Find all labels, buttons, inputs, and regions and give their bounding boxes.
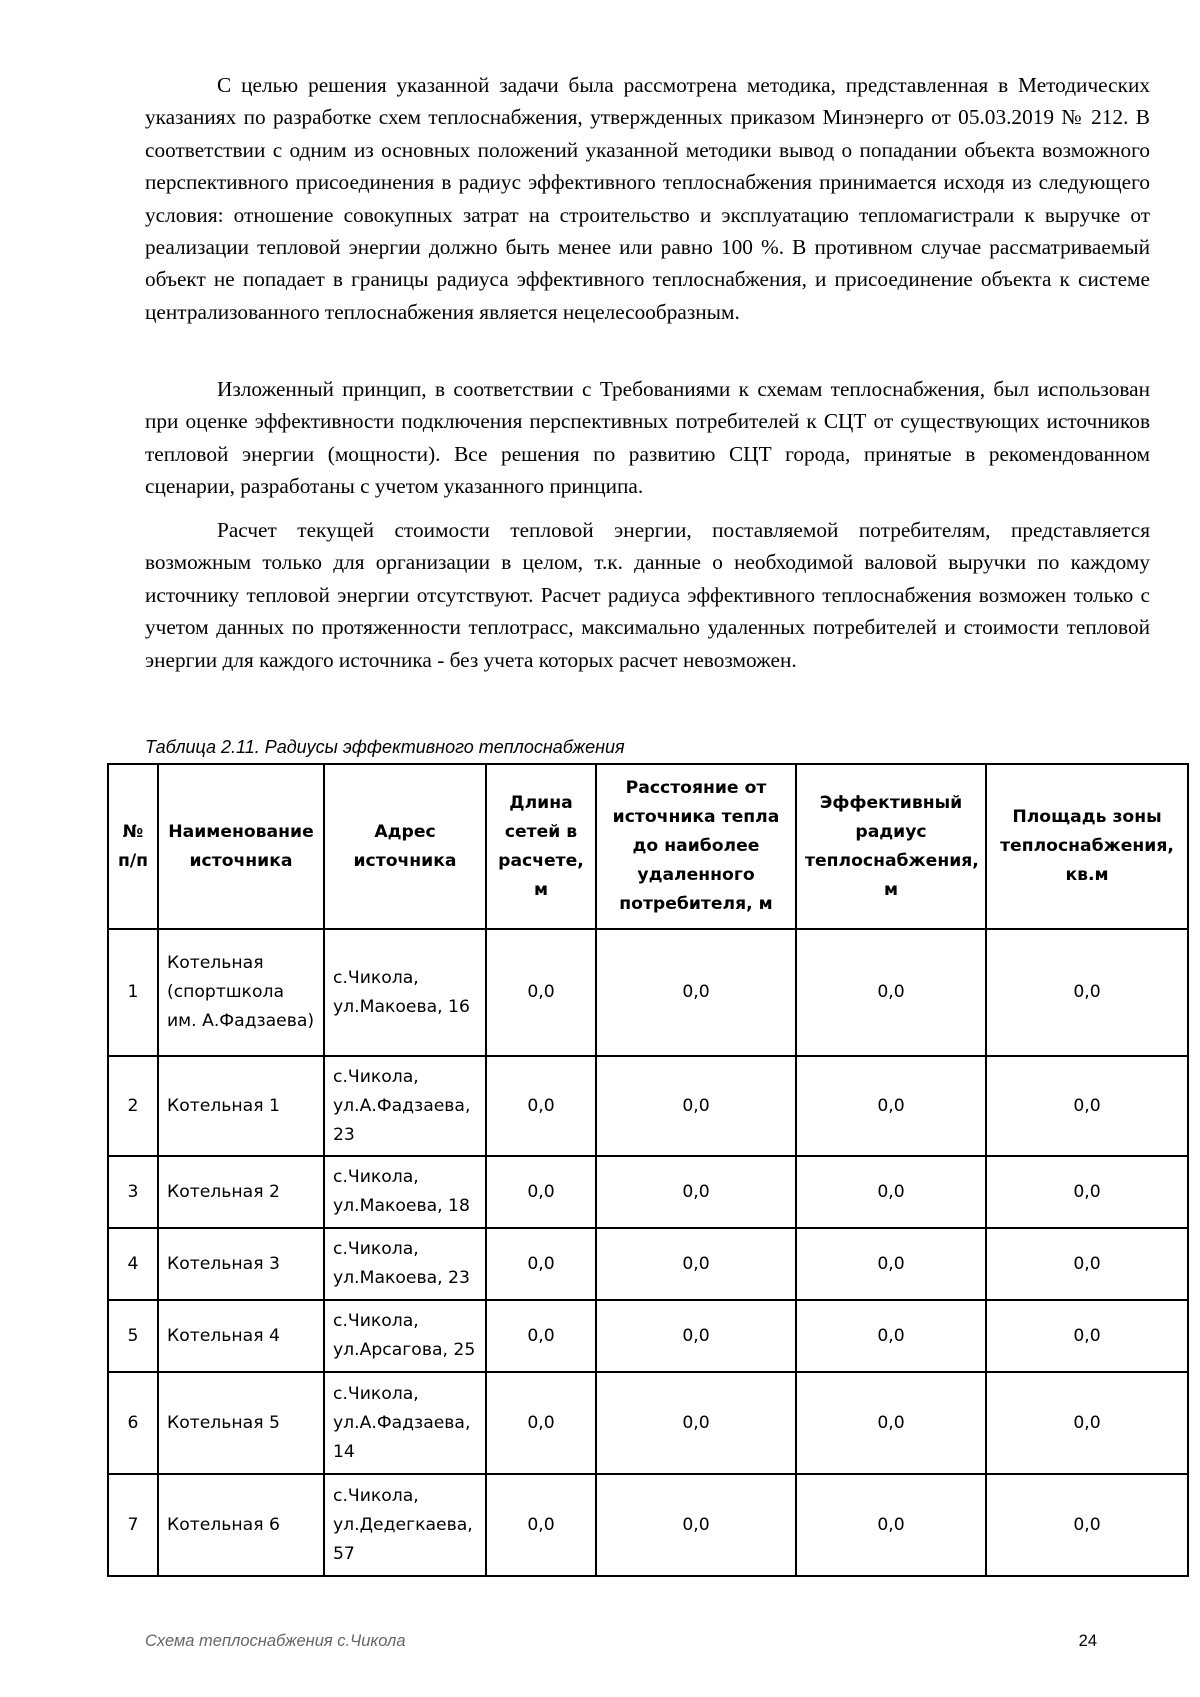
- cell-max-distance: 0,0: [596, 1228, 796, 1300]
- header-source-address: Адрес источника: [324, 764, 486, 929]
- header-max-distance: Расстояние от источника тепла до наиболее удаленного потребителя, м: [596, 764, 796, 929]
- cell-zone-area: 0,0: [986, 929, 1188, 1056]
- paragraph-calculation: Расчет текущей стоимости тепловой энергии, поставляемой потребителям, представляется возможным только для организации в целом, т.к. данные о необходимой валовой выручки по каждому источнику тепловой энергии отсутствуют. Расчет радиуса эффективного теплоснабжения возможен только с учетом данных по протяженности теплотрасс, максимально удаленных потребителей и стоимости тепловой энергии для каждого источника - без учета которых расчет невозможен.: [145, 518, 1150, 672]
- header-source-name: Наименование источника: [158, 764, 324, 929]
- cell-number: 4: [108, 1228, 158, 1300]
- header-effective-radius: Эффективный радиус теплоснабжения, м: [796, 764, 986, 929]
- cell-source-address: с.Чикола, ул.Макоева, 16: [324, 929, 486, 1056]
- cell-network-length: 0,0: [486, 1228, 596, 1300]
- cell-max-distance: 0,0: [596, 1474, 796, 1576]
- cell-source-name: Котельная 6: [158, 1474, 324, 1576]
- cell-source-address: с.Чикола, ул.Макоева, 23: [324, 1228, 486, 1300]
- cell-source-address: с.Чикола, ул.Дедегкаева, 57: [324, 1474, 486, 1576]
- cell-effective-radius: 0,0: [796, 1156, 986, 1228]
- header-network-length: Длина сетей в расчете, м: [486, 764, 596, 929]
- cell-source-name: Котельная 1: [158, 1056, 324, 1156]
- cell-source-name: Котельная 5: [158, 1372, 324, 1474]
- cell-max-distance: 0,0: [596, 1156, 796, 1228]
- paragraph-methodology: С целью решения указанной задачи была рассмотрена методика, представленная в Методических указаниях по разработке схем теплоснабжения, утвержденных приказом Минэнерго от 05.03.2019 № 212. В соответствии с одним из основных положений указанной методики вывод о попадании объекта возможного перспективного присоединения в радиус эффективного теплоснабжения принимается исходя из следующего условия: отношение совокупных затрат на строительство и эксплуатацию тепломагистрали к выручке от реализации тепловой энергии должно быть менее или равно 100 %. В противном случае рассматриваемый объект не попадает в границы радиуса эффективного теплоснабжения, и присоединение объекта к системе централизованного теплоснабжения является нецелесообразным.: [145, 73, 1150, 324]
- table-row: [108, 929, 1188, 1056]
- cell-network-length: 0,0: [486, 1056, 596, 1156]
- header-number: № п/п: [108, 764, 158, 929]
- table-header-row: [108, 764, 1188, 929]
- cell-number: 5: [108, 1300, 158, 1372]
- cell-network-length: 0,0: [486, 1156, 596, 1228]
- table-row: [108, 1056, 1188, 1156]
- table-row: [108, 1300, 1188, 1372]
- cell-number: 2: [108, 1056, 158, 1156]
- table-row: [108, 1156, 1188, 1228]
- table-row: [108, 1474, 1188, 1576]
- cell-effective-radius: 0,0: [796, 1474, 986, 1576]
- table-row: [108, 1372, 1188, 1474]
- cell-zone-area: 0,0: [986, 1372, 1188, 1474]
- cell-number: 1: [108, 929, 158, 1056]
- cell-number: 3: [108, 1156, 158, 1228]
- cell-zone-area: 0,0: [986, 1300, 1188, 1372]
- cell-source-name: Котельная (спортшкола им. А.Фадзаева): [158, 929, 324, 1056]
- cell-network-length: 0,0: [486, 1300, 596, 1372]
- cell-max-distance: 0,0: [596, 1056, 796, 1156]
- cell-zone-area: 0,0: [986, 1228, 1188, 1300]
- paragraph-principle: Изложенный принцип, в соответствии с Требованиями к схемам теплоснабжения, был использован при оценке эффективности подключения перспективных потребителей к СЦТ от существующих источников тепловой энергии (мощности). Все решения по развитию СЦТ города, принятые в рекомендованном сценарии, разработаны с учетом указанного принципа.: [145, 377, 1150, 499]
- cell-number: 7: [108, 1474, 158, 1576]
- cell-effective-radius: 0,0: [796, 1300, 986, 1372]
- footer-page-number: 24: [1078, 1632, 1097, 1650]
- cell-zone-area: 0,0: [986, 1056, 1188, 1156]
- cell-network-length: 0,0: [486, 929, 596, 1056]
- cell-max-distance: 0,0: [596, 929, 796, 1056]
- cell-source-name: Котельная 2: [158, 1156, 324, 1228]
- cell-source-name: Котельная 3: [158, 1228, 324, 1300]
- cell-number: 6: [108, 1372, 158, 1474]
- cell-network-length: 0,0: [486, 1474, 596, 1576]
- footer-document-title: Схема теплоснабжения с.Чикола: [145, 1632, 406, 1650]
- cell-max-distance: 0,0: [596, 1372, 796, 1474]
- cell-effective-radius: 0,0: [796, 929, 986, 1056]
- cell-effective-radius: 0,0: [796, 1228, 986, 1300]
- effective-radius-table: [107, 763, 1189, 1577]
- cell-network-length: 0,0: [486, 1372, 596, 1474]
- cell-effective-radius: 0,0: [796, 1372, 986, 1474]
- cell-source-name: Котельная 4: [158, 1300, 324, 1372]
- table-caption: Таблица 2.11. Радиусы эффективного теплоснабжения: [145, 737, 625, 757]
- cell-source-address: с.Чикола, ул.Арсагова, 25: [324, 1300, 486, 1372]
- cell-effective-radius: 0,0: [796, 1056, 986, 1156]
- header-zone-area: Площадь зоны теплоснабжения, кв.м: [986, 764, 1188, 929]
- cell-zone-area: 0,0: [986, 1474, 1188, 1576]
- table-row: [108, 1228, 1188, 1300]
- cell-max-distance: 0,0: [596, 1300, 796, 1372]
- cell-source-address: с.Чикола, ул.Макоева, 18: [324, 1156, 486, 1228]
- cell-zone-area: 0,0: [986, 1156, 1188, 1228]
- cell-source-address: с.Чикола, ул.А.Фадзаева, 14: [324, 1372, 486, 1474]
- cell-source-address: с.Чикола, ул.А.Фадзаева, 23: [324, 1056, 486, 1156]
